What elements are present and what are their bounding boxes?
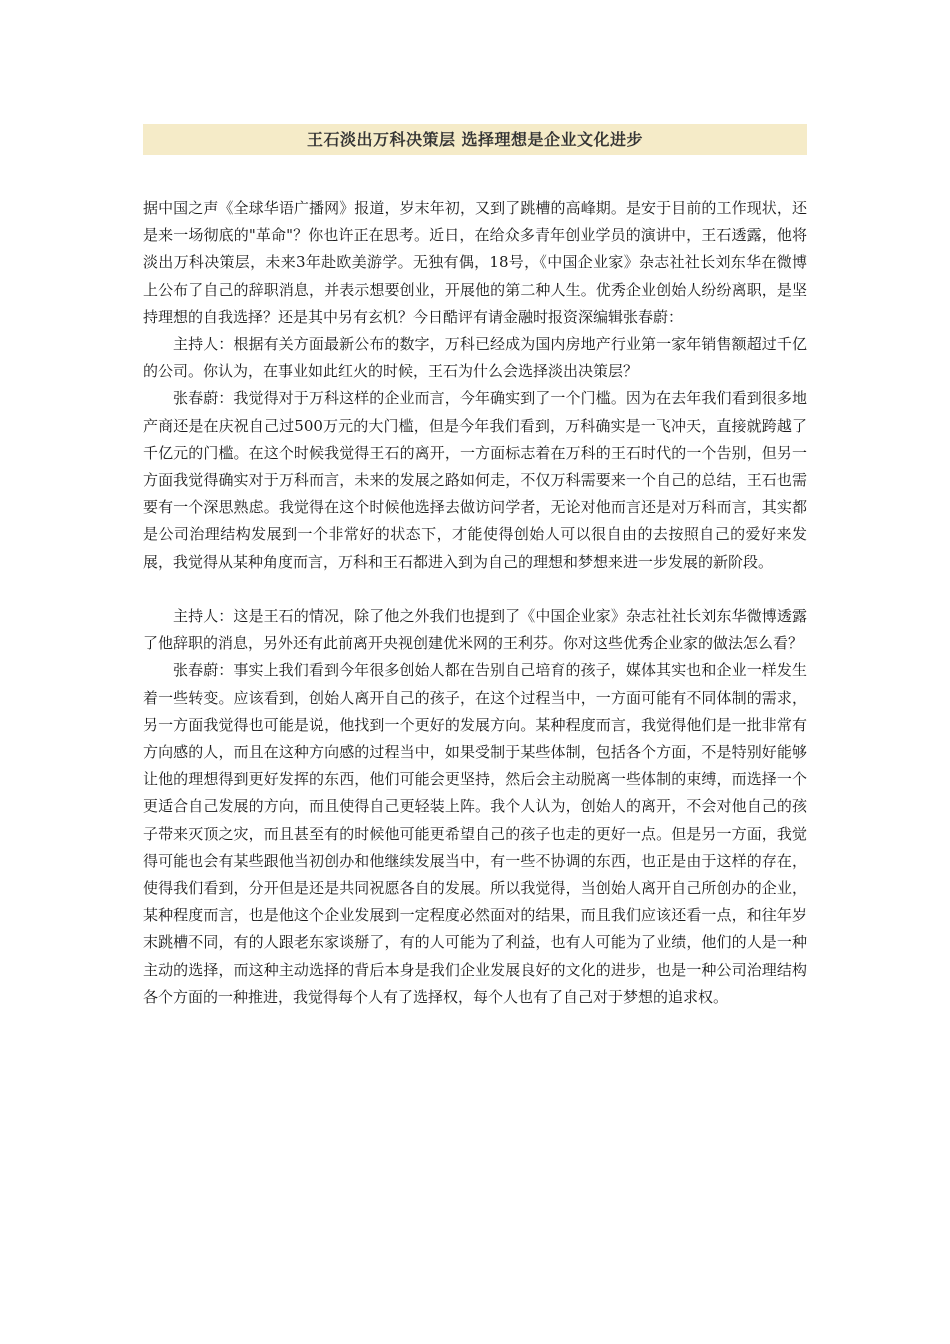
article-paragraph-host-question-1: 主持人：根据有关方面最新公布的数字，万科已经成为国内房地产行业第一家年销售额超过千亿的公司。你认为，在事业如此红火的时候，王石为什么会选择淡出决策层？ [143,335,807,381]
article-paragraph-intro: 据中国之声《全球华语广播网》报道，岁末年初，又到了跳槽的高峰期。是安于目前的工作现状，还是来一场彻底的"革命"？你也许正在思考。近日，在给众多青年创业学员的演讲中，王石透露，他将淡出万科决策层，未来3年赴欧美游学。无独有偶，18号，《中国企业家》杂志社社长刘东华在微博上公布了自己的辞职消息，并表示想要创业，开展他的第二种人生。优秀企业创始人纷纷离职，是坚持理想的自我选择？还是其中另有玄机？今日酷评有请金融时报资深编辑张春蔚： [143,199,807,326]
article-paragraph-guest-answer-1: 张春蔚：我觉得对于万科这样的企业而言，今年确实到了一个门槛。因为在去年我们看到很多地产商还是在庆祝自己过500万元的大门槛，但是今年我们看到，万科确实是一飞冲天，直接就跨越了千亿元的门槛。在这个时候我觉得王石的离开，一方面标志着在万科的王石时代的一个告别，但另一方面我觉得确实对于万科而言，未来的发展之路如何走，不仅万科需要来一个自己的总结，王石也需要有一个深思熟虑。我觉得在这个时候他选择去做访问学者，无论对他而言还是对万科而言，其实都是公司治理结构发展到一个非常好的状态下，才能使得创始人可以很自由的去按照自己的爱好来发展，我觉得从某种角度而言，万科和王石都进入到为自己的理想和梦想来进一步发展的新阶段。 [143,389,807,571]
article-paragraph-guest-answer-2: 张春蔚：事实上我们看到今年很多创始人都在告别自己培育的孩子，媒体其实也和企业一样发生着一些转变。应该看到，创始人离开自己的孩子，在这个过程当中，一方面可能有不同体制的需求，另一方面我觉得也可能是说，他找到一个更好的发展方向。某种程度而言，我觉得他们是一批非常有方向感的人，而且在这种方向感的过程当中，如果受制于某些体制，包括各个方面，不是特别好能够让他的理想得到更好发挥的东西，他们可能会更坚持，然后会主动脱离一些体制的束缚，而选择一个更适合自己发展的方向，而且使得自己更轻装上阵。我个人认为，创始人的离开，不会对他自己的孩子带来灭顶之灾，而且甚至有的时候他可能更希望自己的孩子也走的更好一点。但是另一方面，我觉得可能也会有某些跟他当初创办和他继续发展当中，有一些不协调的东西，也正是由于这样的存在，使得我们看到，分开但是还是共同祝愿各自的发展。所以我觉得，当创始人离开自己所创办的企业，某种程度而言，也是他这个企业发展到一定程度必然面对的结果，而且我们应该还看一点，和往年岁末跳槽不同，有的人跟老东家谈掰了，有的人可能为了利益，也有人可能为了业绩，他们的人是一种主动的选择，而这种主动选择的背后本身是我们企业发展良好的文化的进步，也是一种公司治理结构各个方面的一种推进，我觉得每个人有了选择权，每个人也有了自己对于梦想的追求权。 [143,661,807,1006]
article-body [143,195,807,1011]
article-title: 王石淡出万科决策层 选择理想是企业文化进步 [143,124,807,155]
document-page [143,124,807,1011]
paragraph-spacer [143,576,807,603]
article-paragraph-host-question-2: 主持人：这是王石的情况，除了他之外我们也提到了《中国企业家》杂志社社长刘东华微博透露了他辞职的消息，另外还有此前离开央视创建优米网的王利芬。你对这些优秀企业家的做法怎么看？ [143,607,807,653]
